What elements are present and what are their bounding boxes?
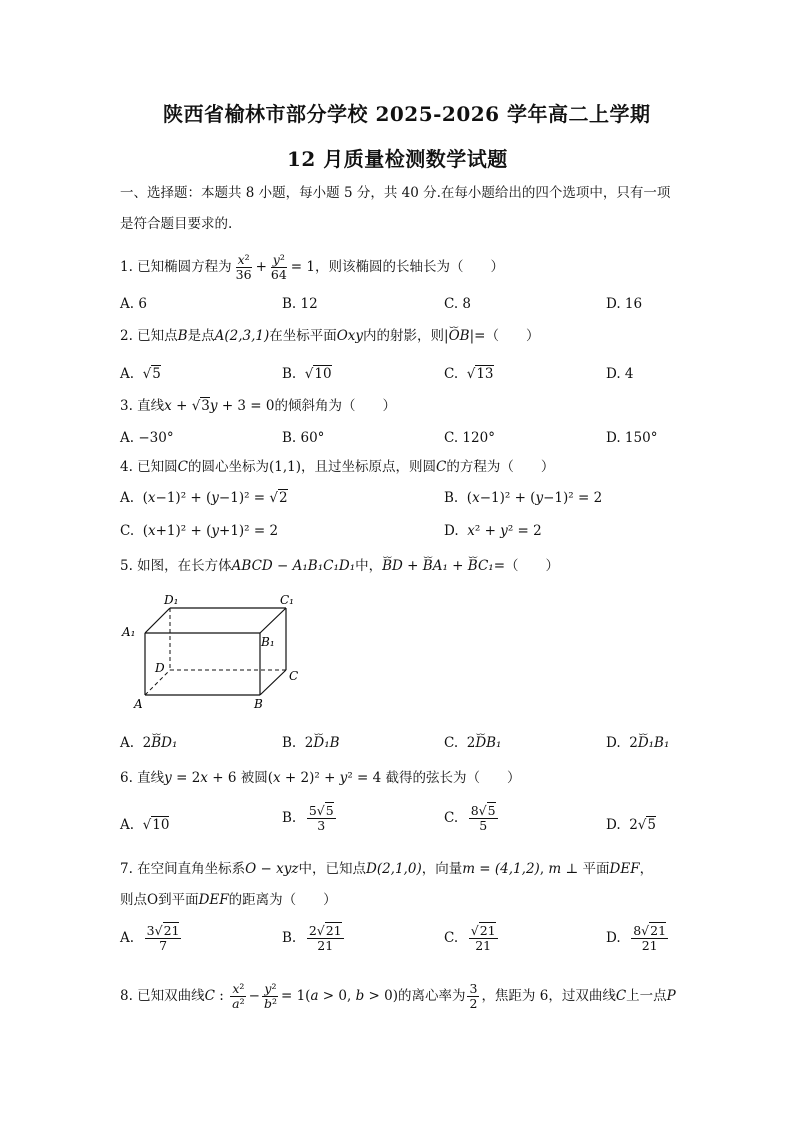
q5-option-c: C. 2⌣⌣ DB₁ [444,734,501,752]
question-1-stem: 1. 已知椭圆方程为 [120,259,232,275]
question-4: 4. 已知圆C的圆心坐标为(1,1)，且过坐标原点，则圆C的方程为（ ） [120,459,555,475]
q6-option-d: D. 2√5 [606,817,657,833]
question-7: 7. 在空间直角坐标系O − xyz中，已知点D(2,1,0)，向量m = (4,1,2), m ⊥ 平面DEF， [120,861,654,877]
q5-option-a: A. 2⌣⌣ BD₁ [120,734,177,752]
q7-option-c: C. $\frac{√21}{21}$ [444,923,496,953]
question-8: 8. 已知双曲线C : $\frac{\text{x²}}{\text{a²}}$ − $\frac{\text{y²}}{\text{b²}}$ = 1(a > 0, b > 0)的离心率为 $\frac{3}{2}$ ，焦距为 6，过双曲线C上一点P [120,981,676,1011]
q4-option-d: D. x² + y² = 2 [444,523,542,539]
q3-option-c: C. 120° [444,430,495,446]
question-1: 1. 已知椭圆方程为 $\frac{\text{x²}}{36}$ + $\frac{\text{y²}}{64}$ = 1，则该椭圆的长轴长为（ ） [120,252,504,282]
q2-option-d: D. 4 [606,366,634,382]
vertex-label-b1: B₁ [261,635,275,649]
q1-option-d: D. 16 [606,296,643,312]
vertex-label-a1: A₁ [122,625,136,639]
vertex-label-c: C [289,669,299,683]
q7-option-b: B. $\frac{2√21}{21}$ [282,923,342,953]
question-6: 6. 直线y = 2x + 6 被圆(x + 2)² + y² = 4 截得的弦长为（ ） [120,770,521,786]
q1-option-a: A. 6 [120,296,147,312]
q1-option-c: C. 8 [444,296,472,312]
q6-option-b: B. $\frac{5√5}{3}$ [282,803,334,833]
q3-option-a: A. −30° [120,430,174,446]
section-intro-2: 是符合题目要求的. [120,216,233,232]
q2-option-c: C. √13 [444,366,494,382]
question-5: 5. 如图，在长方体ABCD − A₁B₁C₁D₁中，⌣⌣ BD + ⌣⌣ BA₁ + ⌣⌣ BC₁=（ ） [120,557,559,575]
q6-option-a: A. √10 [120,817,170,833]
vertex-label-d: D [155,661,165,675]
vertex-label-a: A [134,697,143,711]
q2-option-a: A. √5 [120,366,161,382]
vertex-label-b: B [254,697,263,711]
q7-option-d: D. $\frac{8√21}{21}$ [606,923,667,953]
cuboid-figure [118,590,308,715]
question-7-line2: 则点O到平面DEF的距离为（ ） [120,892,337,908]
q3-option-d: D. 150° [606,430,658,446]
vertex-label-d1: D₁ [164,593,179,607]
question-1-tail: ，则该椭圆的长轴长为（ ） [315,259,504,275]
question-3: 3. 直线x + √3y + 3 = 0的倾斜角为（ ） [120,398,396,414]
q3-option-b: B. 60° [282,430,325,446]
q4-option-b: B. (x−1)² + (y−1)² = 2 [444,490,603,506]
page-title: 陕西省榆林市部分学校 2025-2026 学年高二上学期 [163,102,651,126]
q5-option-b: B. 2⌣⌣ D₁B [282,734,340,752]
vertex-label-c1: C₁ [280,593,294,607]
q7-option-a: A. $\frac{3√21}{7}$ [120,923,180,953]
q5-option-d: D. 2⌣⌣ D₁B₁ [606,734,669,752]
question-2: 2. 已知点B是点A(2,3,1)在坐标平面Oxy内的射影，则|⌣⌣ OB|=（ ） [120,327,539,345]
q1-option-b: B. 12 [282,296,318,312]
q6-option-c: C. $\frac{8√5}{5}$ [444,803,496,833]
q4-option-c: C. (x+1)² + (y+1)² = 2 [120,523,279,539]
section-intro: 一、选择题：本题共 8 小题，每小题 5 分，共 40 分.在每小题给出的四个选项中，只有一项 [120,185,671,201]
q2-option-b: B. √10 [282,366,332,382]
page-subtitle: 12 月质量检测数学试题 [287,147,508,171]
q4-option-a: A. (x−1)² + (y−1)² = √2 [120,490,288,506]
